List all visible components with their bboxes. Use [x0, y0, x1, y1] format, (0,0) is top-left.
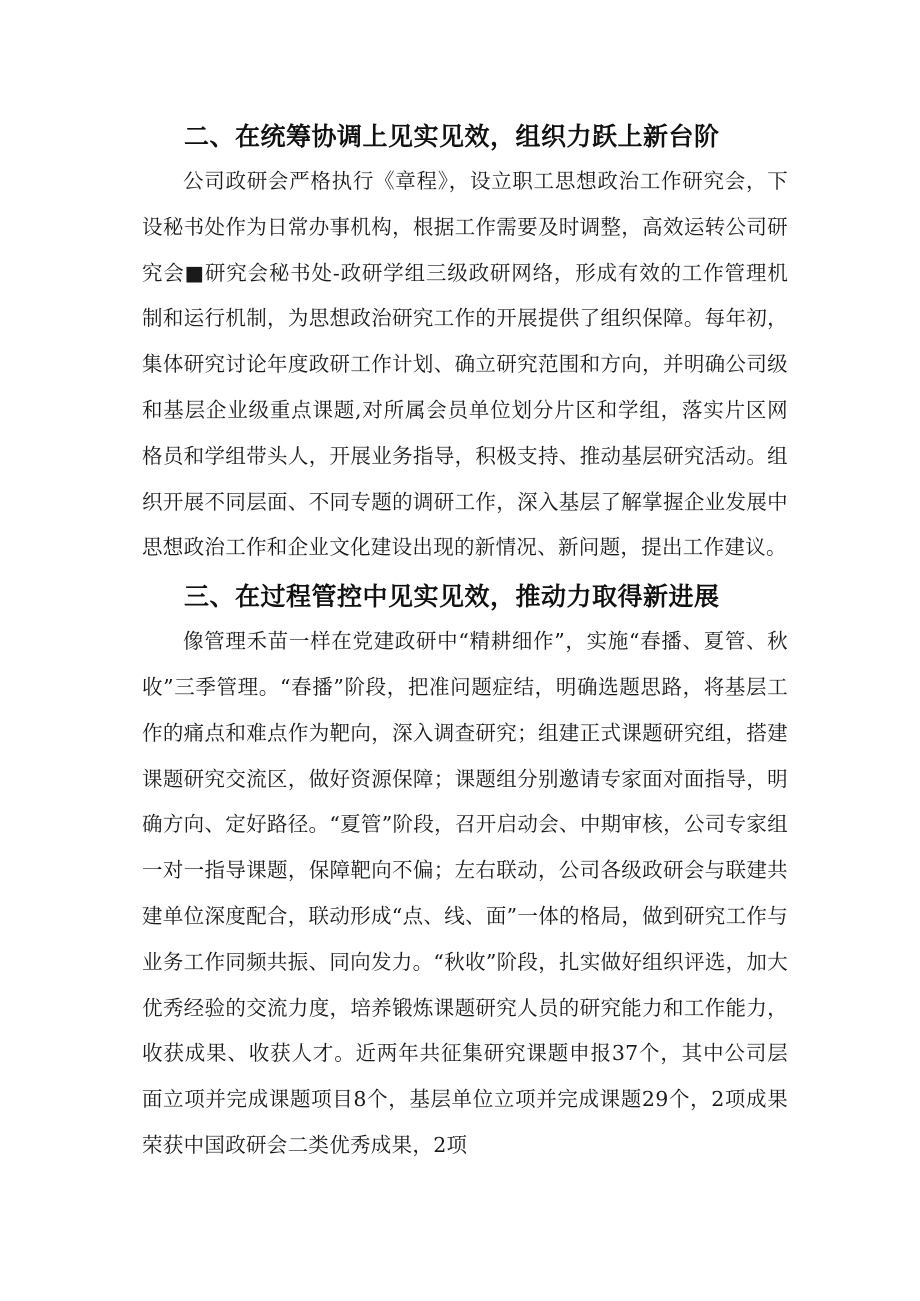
section-2-paragraph: 公司政研会严格执行《章程》，设立职工思想政治工作研究会，下设秘书处作为日常办事机构，根据工作需要及时调整，高效运转公司研究会■研究会秘书处-政研学组三级政研网络，形成有效的工作管理机制和运行机制，为思想政治研究工作的开展提供了组织保障。每年初，集体研究讨论年度政研工作计划、确立研究范围和方向，并明确公司级和基层企业级重点课题,对所属会员单位划分片区和学组，落实片区网格员和学组带头人，开展业务指导，积极支持、推动基层研究活动。组织开展不同层面、不同专题的调研工作，深入基层了解掌握企业发展中思想政治工作和企业文化建设出现的新情况、新问题，提出工作建议。 — [142, 169, 788, 560]
section-3-heading: 三、在过程管控中见实见效，推动力取得新进展 — [184, 582, 720, 612]
document-body — [142, 113, 788, 1169]
section-3-paragraph: 像管理禾苗一样在党建政研中“精耕细作”，实施“春播、夏管、秋收”三季管理。“春播”阶段，把准问题症结，明确选题思路，将基层工作的痛点和难点作为靶向，深入调查研究；组建正式课题研究组，搭建课题研究交流区，做好资源保障；课题组分别邀请专家面对面指导，明确方向、定好路径。“夏管”阶段，召开启动会、中期审核，公司专家组一对一指导课题，保障靶向不偏；左右联动，公司各级政研会与联建共建单位深度配合，联动形成“点、线、面”一体的格局，做到研究工作与业务工作同频共振、同向发力。“秋收”阶段，扎实做好组织评选，加大优秀经验的交流力度，培养锻炼课题研究人员的研究能力和工作能力，收获成果、收获人才。近两年共征集研究课题申报37个，其中公司层面立项并完成课题项目8个，基层单位立项并完成课题29个，2项成果荣获中国政研会二类优秀成果，2项 — [142, 629, 788, 1157]
section-2-heading: 二、在统筹协调上见实见效，组织力跃上新台阶 — [184, 122, 720, 151]
